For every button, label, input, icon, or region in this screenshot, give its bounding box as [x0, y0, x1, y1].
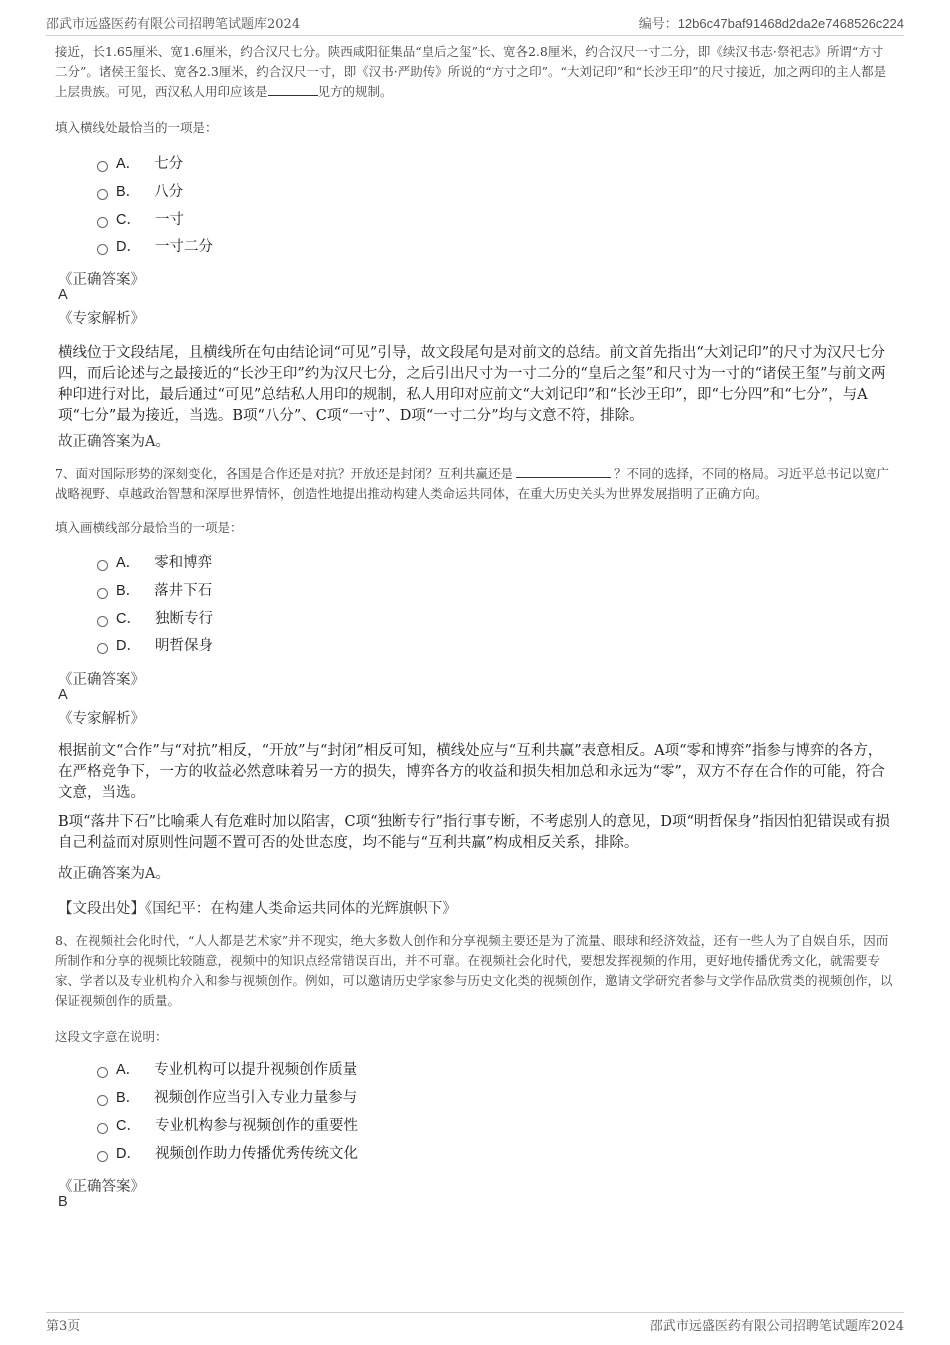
q6-answer-label: 《正确答案》: [58, 272, 145, 288]
answer-blank: [268, 95, 318, 96]
q8-answer: B: [58, 1194, 68, 1210]
q7-option-b[interactable]: B． 落井下石: [97, 580, 212, 602]
q6-option-b[interactable]: B． 八分: [97, 181, 183, 203]
answer-blank: [516, 477, 611, 478]
q6-stem: 接近，长1.65厘米、宽1.6厘米，约合汉尺七分。陕西咸阳征集品“皇后之玺”长、宽各2.8厘米，约合汉尺一寸二分，即《续汉书志·祭祀志》所谓“方寸二分”。诸侯王玺长、宽各2.3厘米，约合汉尺一寸，即《汉书·严助传》所说的“方寸之印”。“大刘记印”和“长沙王印”的尺寸接近，加之两印的主人都是上层贵族。可见，西汉私人用印应该是 见方的规制。: [55, 44, 887, 99]
q8-prompt: 这段文字意在说明：: [55, 1029, 168, 1044]
q6-prompt: 填入横线处最恰当的一项是：: [55, 120, 218, 135]
radio-icon[interactable]: [97, 1151, 108, 1162]
radio-icon[interactable]: [97, 1123, 108, 1134]
radio-icon[interactable]: [97, 616, 108, 627]
q7-conclusion: 故正确答案为A。: [58, 866, 170, 882]
radio-icon[interactable]: [97, 161, 108, 172]
q6-option-a[interactable]: A． 七分: [97, 153, 183, 175]
q8-option-c[interactable]: C． 专业机构参与视频创作的重要性: [97, 1115, 358, 1137]
footer-title: 邵武市远盛医药有限公司招聘笔试题库2024: [649, 1319, 904, 1334]
q7-analysis-1: 根据前文“合作”与“对抗”相反，“开放”与“封闭”相反可知，横线处应与“互利共赢”表意相反。A项“零和博弈”指参与博弈的各方，在严格竞争下，一方的收益必然意味着另一方的损失，博弈各方的收益和损失相加总和永远为“零”，双方不存在合作的可能，符合文意，当选。: [58, 743, 885, 801]
q6-answer: A: [58, 287, 68, 303]
q8-stem: 8、在视频社会化时代，“人人都是艺术家”并不现实，绝大多数人创作和分享视频主要还是为了流量、眼球和经济效益，还有一些人为了自娱自乐，因而所制作和分享的视频比较随意，视频中的知识点经常错误百出，并不可靠。在视频社会化时代，要想发挥视频的作用，更好地传播优秀文化，就需要专家、学者以及专业机构介入和参与视频创作。例如，可以邀请历史学家参与历史文化类的视频创作，邀请文学研究者参与文学作品欣赏类的视频创作，以保证视频创作的质量。: [55, 933, 893, 1008]
q7-option-a[interactable]: A． 零和博弈: [97, 552, 212, 574]
q6-analysis-label: 《专家解析》: [58, 311, 145, 327]
page-footer: [46, 1312, 904, 1335]
q8-option-d[interactable]: D． 视频创作助力传播优秀传统文化: [97, 1143, 358, 1165]
q7-answer-label: 《正确答案》: [58, 672, 145, 688]
radio-icon[interactable]: [97, 244, 108, 255]
header-serial: 编号：12b6c47baf91468d2da2e7468526c224: [638, 16, 904, 31]
radio-icon[interactable]: [97, 588, 108, 599]
page-number: 第3页: [46, 1319, 81, 1334]
q7-option-c[interactable]: C． 独断专行: [97, 608, 213, 630]
q7-option-d[interactable]: D． 明哲保身: [97, 635, 213, 657]
radio-icon[interactable]: [97, 189, 108, 200]
q6-option-d[interactable]: D． 一寸二分: [97, 236, 213, 258]
radio-icon[interactable]: [97, 1095, 108, 1106]
page-header: [46, 13, 904, 36]
q8-option-a[interactable]: A． 专业机构可以提升视频创作质量: [97, 1059, 357, 1081]
q6-conclusion: 故正确答案为A。: [58, 434, 170, 450]
q8-option-b[interactable]: B． 视频创作应当引入专业力量参与: [97, 1087, 357, 1109]
radio-icon[interactable]: [97, 1067, 108, 1078]
q7-source: 【文段出处】《国纪平：在构建人类命运共同体的光辉旗帜下》: [58, 901, 457, 917]
radio-icon[interactable]: [97, 560, 108, 571]
q7-prompt: 填入画横线部分最恰当的一项是：: [55, 520, 243, 535]
q7-analysis-2: B项“落井下石”比喻乘人有危难时加以陷害，C项“独断专行”指行事专断，不考虑别人的意见，D项“明哲保身”指因怕犯错误或有损自己利益而对原则性问题不置可否的处世态度，均不能与“互利共赢”构成相反关系，排除。: [58, 814, 890, 851]
radio-icon[interactable]: [97, 643, 108, 654]
q7-answer: A: [58, 687, 68, 703]
q6-option-c[interactable]: C． 一寸: [97, 209, 184, 231]
header-title: 邵武市远盛医药有限公司招聘笔试题库2024: [46, 17, 301, 32]
q7-analysis-label: 《专家解析》: [58, 711, 145, 727]
q6-analysis: 横线位于文段结尾，且横线所在句由结论词“可见”引导，故文段尾句是对前文的总结。前文首先指出“大刘记印”的尺寸为汉尺七分四，而后论述与之最接近的“长沙王印”约为汉尺七分，之后引出尺寸为一寸二分的“皇后之玺”和尺寸为一寸的“诸侯王玺”与前文两种印进行对比，最后通过“可见”总结私人用印的规制，私人用印对应前文“大刘记印”和“长沙王印”，即“七分四”和“七分”，与A项“七分”最为接近，当选。B项“八分”、C项“一寸”、D项“一寸二分”均与文意不符，排除。: [58, 345, 886, 424]
q8-answer-label: 《正确答案》: [58, 1179, 145, 1195]
radio-icon[interactable]: [97, 217, 108, 228]
q7-stem: 7、面对国际形势的深刻变化，各国是合作还是对抗？开放还是封闭？互利共赢还是 ？不同的选择，不同的格局。习近平总书记以宽广战略视野、卓越政治智慧和深厚世界情怀，创造性地提出推动构建人类命运共同体，在重大历史关头为世界发展指明了正确方向。: [55, 466, 889, 501]
